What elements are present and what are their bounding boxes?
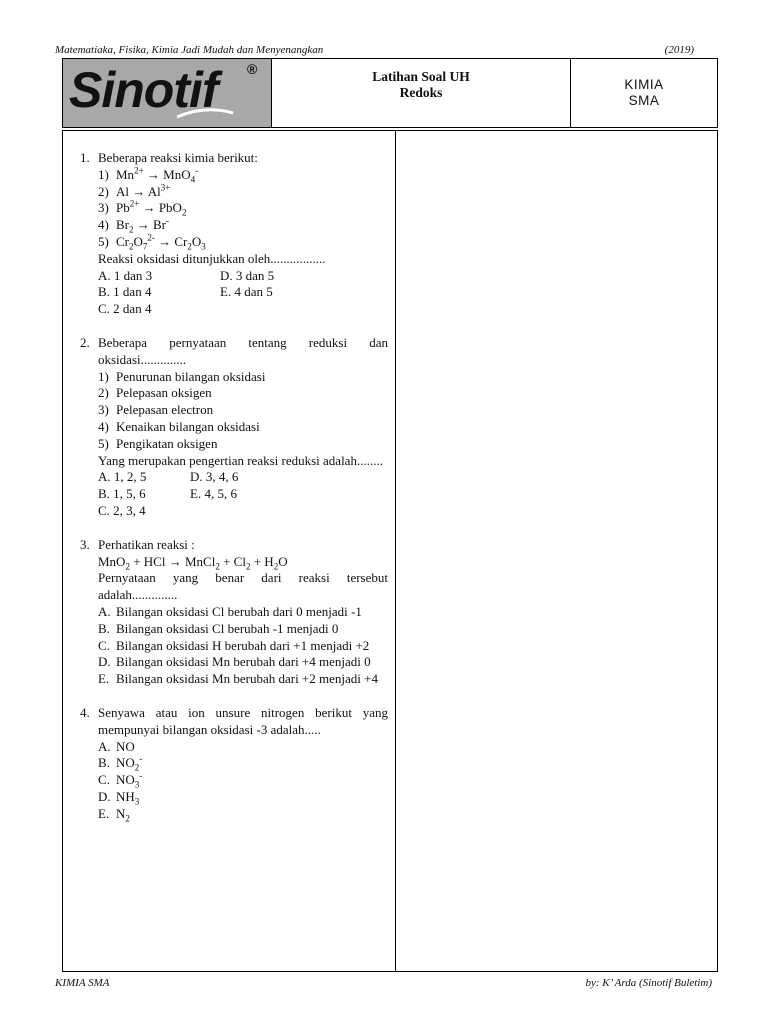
reaction-equation: MnO$_2$ + HCl → MnCl$_2$ + $Cl_2 + H_2O$: [98, 553, 288, 572]
question-prompt: Yang merupakan pengertian reaksi reduksi adalah........: [98, 452, 383, 468]
option-d[interactable]: D. 3 dan 5: [220, 267, 275, 283]
answer-options: [98, 739, 388, 823]
sinotif-logo: [63, 59, 272, 127]
option-text: $NH_3$: [116, 788, 140, 807]
list-item-text: Pelepasan oksigen: [116, 385, 212, 401]
list-item: [98, 234, 388, 251]
option-text: $NO_3^-$: [116, 770, 143, 790]
option-a[interactable]: A. 1 dan 3: [98, 267, 153, 283]
list-item-number: 3): [98, 402, 109, 418]
answer-options: [98, 604, 388, 688]
list-item: [98, 436, 388, 453]
list-item-text: $Al \to Al^{3+}$: [116, 182, 171, 199]
list-item-text: Kenaikan bilangan oksidasi: [116, 418, 260, 434]
option-letter: D.: [98, 654, 111, 670]
list-item-number: 2): [98, 385, 109, 401]
option-text: $N_2$: [116, 805, 130, 824]
option-letter: A.: [98, 738, 111, 754]
option-b[interactable]: B. 1, 5, 6: [98, 486, 146, 502]
document-header: [62, 58, 718, 128]
option-e[interactable]: E. 4, 5, 6: [190, 486, 237, 502]
option-e[interactable]: [98, 671, 388, 688]
option-c[interactable]: C. 2 dan 4: [98, 301, 152, 317]
option-b[interactable]: B. 1 dan 4: [98, 284, 152, 300]
option-a[interactable]: [98, 739, 388, 756]
option-text: $NO_2^-$: [116, 753, 143, 773]
question-number: 2.: [80, 334, 90, 350]
logo-underline-swoosh-icon: [175, 103, 235, 121]
option-text: Bilangan oksidasi Mn berubah dari +4 menjadi 0: [116, 654, 371, 670]
list-item-number: 3): [98, 200, 109, 216]
option-d[interactable]: [98, 654, 388, 671]
question-number: 4.: [80, 704, 90, 720]
option-a[interactable]: A. 1, 2, 5: [98, 469, 147, 485]
question-1: [80, 150, 388, 318]
answer-options: [98, 268, 388, 318]
option-text: Bilangan oksidasi Mn berubah dari +2 menjadi +4: [116, 671, 378, 687]
list-item-text: Pengikatan oksigen: [116, 435, 218, 451]
question-column: [80, 150, 388, 839]
answer-options: [98, 469, 388, 519]
list-item-number: 4): [98, 217, 109, 233]
question-prompt: Pernyataan yang benar dari reaksi tersebut adalah..............: [98, 570, 388, 603]
question-prompt: Reaksi oksidasi ditunjukkan oleh.................: [98, 250, 326, 266]
list-item-number: 5): [98, 233, 109, 249]
question-stem: Beberapa pernyataan tentang reduksi dan oksidasi..............: [98, 334, 388, 367]
list-item: [98, 402, 388, 419]
registered-mark: ®: [247, 61, 258, 77]
list-item: [98, 419, 388, 436]
footer-subject: KIMIA SMA: [55, 977, 110, 989]
reaction-list: [98, 167, 388, 251]
list-item-text: $Pb^{2+} \to PbO_2$: [116, 199, 187, 218]
option-c[interactable]: [98, 772, 388, 789]
subject-line-2: SMA: [628, 93, 660, 108]
question-stem: Senyawa atau ion unsure nitrogen berikut yang mempunyai bilangan oksidasi -3 adalah.....: [98, 704, 388, 737]
option-a[interactable]: [98, 604, 388, 621]
option-e[interactable]: E. 4 dan 5: [220, 284, 273, 300]
statement-list: [98, 369, 388, 453]
option-text: NO: [116, 738, 135, 754]
list-item-number: 4): [98, 418, 109, 434]
option-letter: C.: [98, 637, 110, 653]
title-line-1: Latihan Soal UH: [372, 69, 470, 84]
subject-line-1: KIMIA: [624, 77, 664, 92]
worksheet-title: [272, 59, 571, 127]
option-d[interactable]: [98, 789, 388, 806]
list-item-text: Pelepasan electron: [116, 402, 214, 418]
question-4: [80, 705, 388, 823]
list-item: [98, 369, 388, 386]
option-text: Bilangan oksidasi Cl berubah dari 0 menjadi -1: [116, 603, 362, 619]
list-item-number: 2): [98, 183, 109, 199]
question-number: 1.: [80, 150, 90, 165]
list-item: [98, 167, 388, 184]
running-header-year: (2019): [664, 44, 694, 56]
list-item-text: Penurunan bilangan oksidasi: [116, 368, 266, 384]
question-number: 3.: [80, 536, 90, 552]
option-letter: B.: [98, 620, 110, 636]
question-2: [80, 335, 388, 520]
list-item: [98, 184, 388, 201]
list-item: [98, 200, 388, 217]
list-item-number: 5): [98, 435, 109, 451]
option-c[interactable]: C. 2, 3, 4: [98, 502, 146, 518]
option-d[interactable]: D. 3, 4, 6: [190, 469, 239, 485]
title-line-2: Redoks: [399, 85, 443, 100]
list-item-text: $Mn^{2+} \to MnO_4^-$: [116, 165, 199, 185]
list-item: [98, 385, 388, 402]
option-b[interactable]: [98, 755, 388, 772]
list-item: [98, 217, 388, 234]
logo-wordmark: Sinotif: [69, 62, 218, 118]
option-letter: A.: [98, 603, 111, 619]
option-letter: D.: [98, 788, 111, 804]
option-letter: E.: [98, 671, 110, 687]
option-b[interactable]: [98, 621, 388, 638]
option-text: Bilangan oksidasi H berubah dari +1 menjadi +2: [116, 637, 370, 653]
question-stem: Perhatikan reaksi :: [98, 536, 195, 552]
option-letter: C.: [98, 772, 110, 788]
subject-label: [571, 59, 717, 127]
option-letter: E.: [98, 805, 110, 821]
option-letter: B.: [98, 755, 110, 771]
running-header-tagline: Matematiaka, Fisika, Kimia Jadi Mudah dan Menyenangkan: [55, 44, 324, 56]
column-divider: [395, 131, 396, 971]
option-e[interactable]: [98, 806, 388, 823]
list-item-number: 1): [98, 166, 109, 182]
list-item-text: $Br_2 \to Br^-$: [116, 215, 169, 235]
question-stem: Beberapa reaksi kimia berikut:: [98, 150, 258, 165]
list-item-number: 1): [98, 368, 109, 384]
list-item-text: $Cr_2O_7^{2-} \to Cr_2O_3$: [116, 232, 206, 252]
question-3: [80, 537, 388, 688]
option-c[interactable]: [98, 638, 388, 655]
footer-author: by: K’ Arda (Sinotif Buletim): [585, 977, 712, 989]
option-text: Bilangan oksidasi Cl berubah -1 menjadi 0: [116, 620, 339, 636]
